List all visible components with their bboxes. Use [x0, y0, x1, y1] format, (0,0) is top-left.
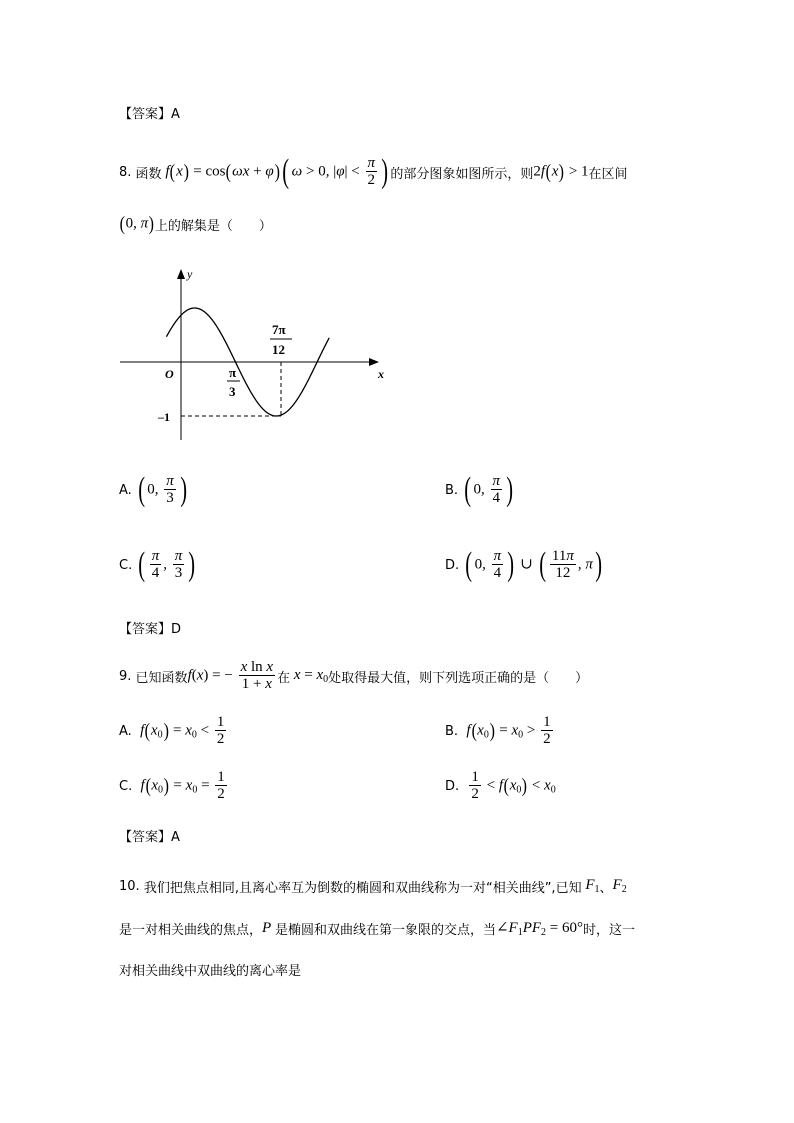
answer-label: 【答案】 — [119, 830, 172, 845]
formula-f2: $F_2$ — [612, 877, 627, 895]
formula-point: $x = x_0$ — [293, 667, 329, 685]
stem-text: 函数 — [135, 166, 162, 182]
q8-option-c[interactable] — [119, 545, 198, 585]
option-formula: ( 0, $\frac{\pi}{4}$ ) ∪ ( $\frac{11\pi}{12}$ , π) — [465, 546, 602, 583]
answer-7 — [119, 103, 180, 122]
question-number: 10. — [119, 878, 140, 894]
answer-label: 【答案】 — [119, 622, 172, 637]
y-axis-label: y — [187, 267, 193, 281]
answer-value: A — [171, 107, 180, 122]
stem-text: 是椭圆和双曲线在第一象限的交点，当 — [274, 922, 496, 938]
q8-option-b[interactable] — [445, 470, 515, 510]
option-formula: ( 0, $\frac{\pi}{3}$ ) — [138, 471, 187, 508]
q9-option-a[interactable] — [119, 711, 228, 751]
question-number: 8. — [119, 164, 132, 180]
question-9-stem — [119, 656, 588, 696]
question-number: 9. — [119, 668, 132, 684]
formula-p: P — [262, 919, 272, 936]
formula-inequality: 2f(x) > 1 — [533, 161, 589, 183]
min-y-label: –1 — [158, 410, 170, 424]
zero-label-denominator: 3 — [229, 384, 236, 399]
answer-label: 【答案】 — [119, 107, 172, 122]
option-formula: $f(x_0) = x_0$ = $\frac{1}{2}$ — [140, 769, 225, 802]
x-axis-label: x — [378, 367, 384, 381]
stem-text: 在区间 — [588, 166, 628, 182]
option-formula: $f(x_0) = x_0$ > $\frac{1}{2}$ — [466, 714, 551, 747]
answer-8 — [119, 618, 181, 637]
q8-option-d[interactable] — [445, 545, 604, 585]
formula-function: f(x) = − $\frac{\text{x ln x}}{1 + x}$ — [187, 659, 274, 692]
q9-option-c[interactable] — [119, 766, 229, 806]
option-key: D. — [445, 557, 460, 573]
option-key: A. — [119, 723, 132, 739]
stem-text: 是一对相关曲线的焦点， — [119, 922, 263, 938]
min-x-label-numerator: 7π — [272, 322, 286, 337]
zero-label-numerator: π — [229, 365, 237, 380]
cosine-graph — [115, 265, 395, 445]
stem-text: 上的解集是（ ） — [154, 218, 272, 234]
formula-function: f(x) = cos(ωx + φ)( ω > 0, |φ| < $\frac{\pi}{2}$ ) — [165, 153, 389, 190]
stem-text: 已知函数 — [135, 670, 188, 686]
origin-label: O — [165, 367, 174, 381]
stem-text: 、 — [599, 880, 613, 896]
question-10-line1 — [119, 874, 627, 898]
option-key: A. — [119, 482, 132, 498]
stem-text: 对相关曲线中双曲线的离心率是 — [119, 964, 302, 979]
option-key: C. — [119, 557, 133, 573]
question-8-stem — [119, 152, 628, 192]
option-key: C. — [119, 778, 133, 794]
stem-text: 时，这一 — [583, 922, 636, 938]
q9-option-d[interactable] — [445, 766, 556, 806]
option-formula: $\frac{1}{2}$ < $f(x_0) < x_0$ — [471, 769, 556, 802]
min-x-label-denominator: 12 — [272, 342, 285, 357]
answer-9 — [119, 826, 180, 845]
question-10-line3 — [119, 960, 301, 979]
q9-option-b[interactable] — [445, 711, 555, 751]
answer-value: D — [171, 622, 182, 637]
stem-text: 我们把焦点相同,且离心率互为倒数的椭圆和双曲线称为一对“相关曲线”,已知 — [143, 880, 582, 896]
stem-text: 的部分图象如图所示，则 — [390, 166, 534, 182]
option-key: B. — [445, 723, 459, 739]
answer-value: A — [171, 830, 180, 845]
formula-interval: (0, π) — [119, 213, 155, 235]
question-8-stem-line2 — [119, 212, 272, 236]
option-formula: $f(x_0) = x_0$ < $\frac{1}{2}$ — [140, 714, 225, 747]
option-formula: ( 0, $\frac{\pi}{4}$ ) — [464, 471, 514, 508]
option-key: D. — [445, 778, 460, 794]
option-key: B. — [445, 482, 459, 498]
question-10-line2 — [119, 916, 635, 940]
formula-angle: $\angle F_1PF_2 = 60^\circ$ — [495, 920, 583, 938]
stem-text: 处取得最大值，则下列选项正确的是（ ） — [328, 670, 589, 686]
formula-f1: $F_1$ — [585, 877, 600, 895]
option-formula: ( $\frac{\pi}{4}$ , $\frac{\pi}{3}$ ) — [138, 546, 196, 583]
q8-option-a[interactable] — [119, 470, 189, 510]
stem-text: 在 — [277, 670, 291, 686]
